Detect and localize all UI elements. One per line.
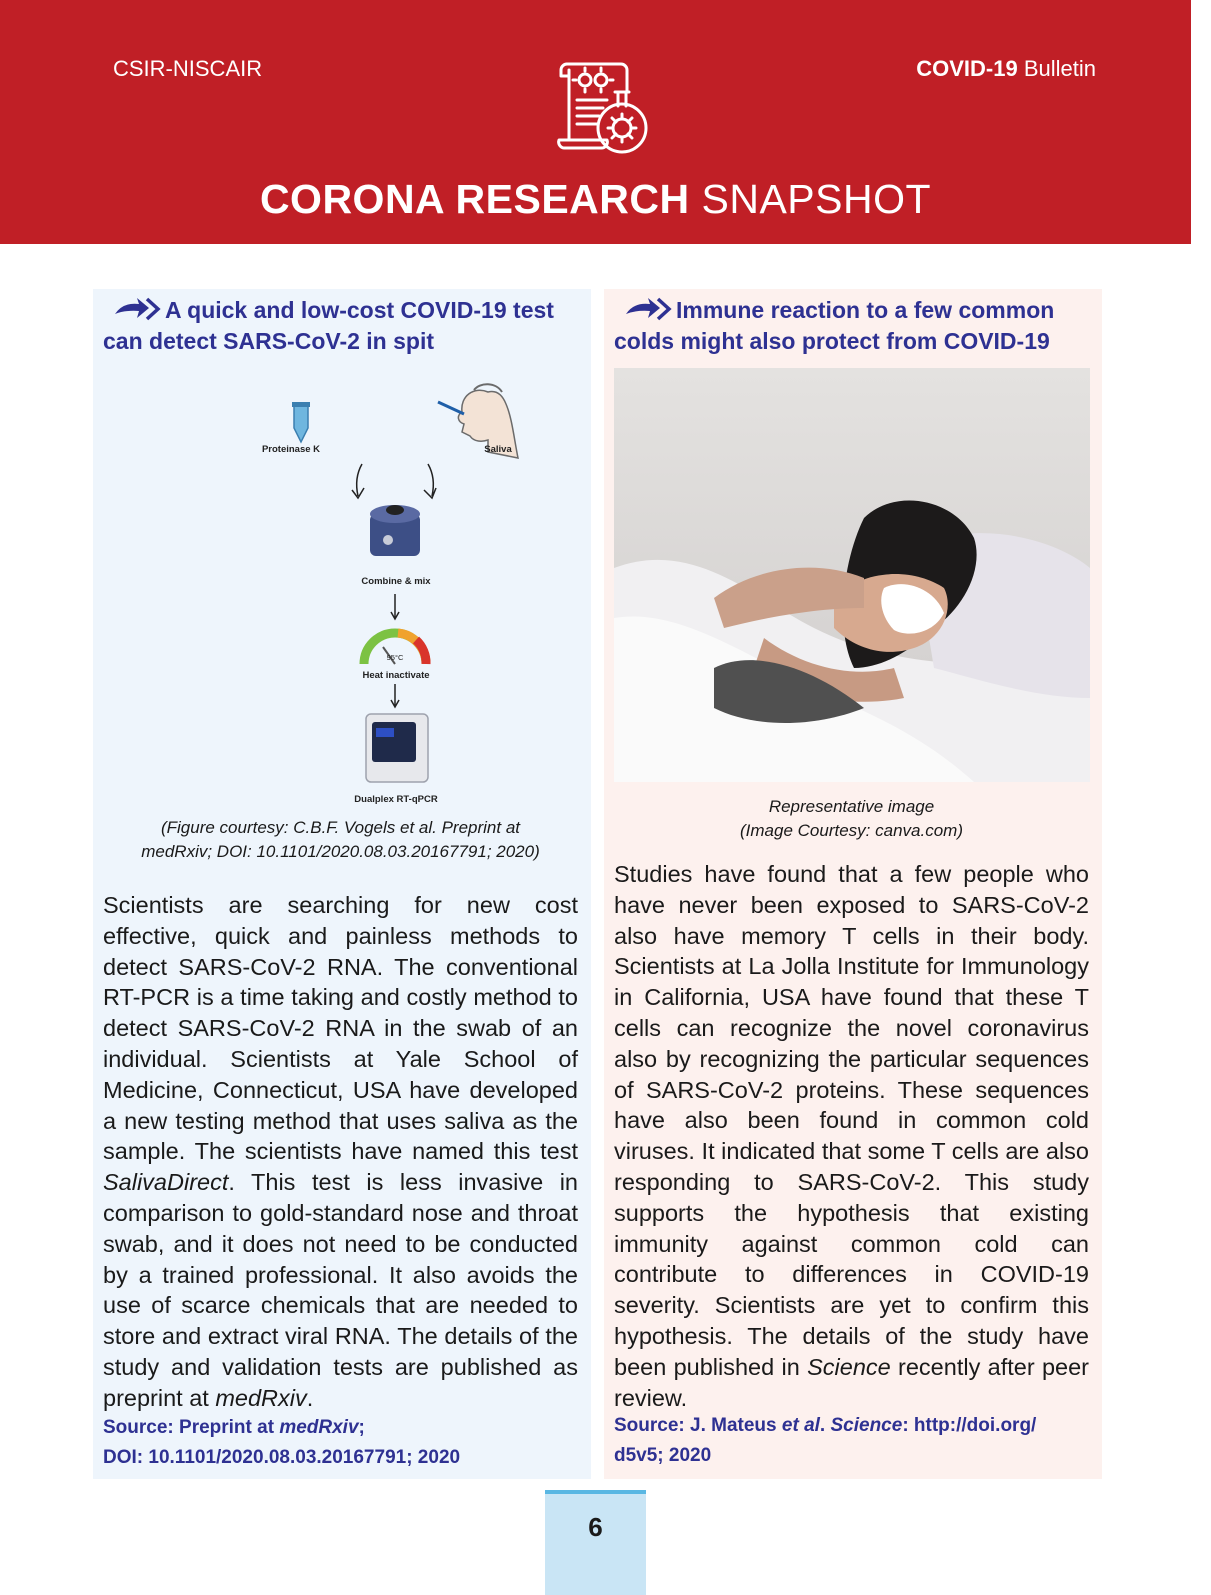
right-figure-caption xyxy=(614,795,1089,843)
right-source-etal: et al xyxy=(781,1415,820,1436)
left-body-italic-1: SalivaDirect xyxy=(103,1169,229,1196)
woman-sneezing-photo xyxy=(614,368,1090,782)
saliva-direct-workflow-figure xyxy=(238,372,548,812)
saliva-label: Saliva xyxy=(484,444,512,455)
left-caption-line-1: (Figure courtesy: C.B.F. Vogels et al. Preprint at xyxy=(160,818,521,837)
left-source-suffix: ; xyxy=(358,1417,365,1438)
page-header xyxy=(0,0,1191,244)
double-arrow-icon xyxy=(113,296,161,322)
left-body-part-1: Scientists are searching for new cost effective, quick and painless methods to detect SARS-CoV-2 RNA. The conventional RT-PCR is a time taking and costly method to detect SARS-CoV-2 RNA in the swab of an individual. Scientists at Yale School of Medicine, Connecticut, USA have developed a new testing method that uses saliva as the sample. The scientists have named this test xyxy=(103,892,578,1165)
left-source-prefix: Source: Preprint at xyxy=(103,1417,280,1438)
temperature-label: 95°C xyxy=(386,653,404,662)
right-source-journal: Science xyxy=(830,1415,903,1436)
page-title xyxy=(0,176,1191,223)
right-source-line-2: d5v5; 2020 xyxy=(614,1445,712,1466)
org-name: CSIR-NISCAIR xyxy=(113,56,263,81)
right-body-text xyxy=(614,859,1089,1413)
bulletin-label xyxy=(916,56,1096,82)
right-source-suffix: : http://doi.org/ xyxy=(902,1415,1037,1436)
left-figure-caption xyxy=(103,816,578,864)
right-caption-line-1: Representative image xyxy=(768,797,935,816)
heat-label: Heat inactivate xyxy=(362,670,430,681)
research-lab-icon xyxy=(555,58,655,158)
right-headline-text: Immune reaction to a few common colds might also protect from COVID-19 xyxy=(614,297,1055,354)
left-source xyxy=(103,1413,578,1473)
left-body-part-2: . This test is less invasive in comparison to gold-standard nose and throat swab, and it does not need to be conducted by a trained professional. It also avoids the use of scarce chemicals that are needed to store and extract viral RNA. The details of the study and validation tests are published as preprint at xyxy=(103,1169,578,1411)
left-source-doi: DOI: 10.1101/2020.08.03.20167791; 2020 xyxy=(103,1447,461,1468)
left-headline-text: A quick and low-cost COVID-19 test can detect SARS-CoV-2 in spit xyxy=(103,297,554,354)
double-arrow-icon xyxy=(624,296,672,322)
bulletin-bold: COVID-19 xyxy=(916,56,1018,81)
combine-label: Combine & mix xyxy=(361,576,431,587)
left-source-line-1 xyxy=(103,1413,578,1443)
left-article xyxy=(93,289,591,1479)
left-body-text xyxy=(103,890,578,1414)
title-rest: SNAPSHOT xyxy=(689,176,932,222)
left-source-italic: medRxiv xyxy=(279,1417,359,1438)
bulletin-rest: Bulletin xyxy=(1017,56,1096,81)
title-bold: CORONA RESEARCH xyxy=(259,176,690,222)
right-source xyxy=(614,1411,1089,1471)
right-source-prefix: Source: J. Mateus xyxy=(614,1415,782,1436)
proteinase-label: Proteinase K xyxy=(261,444,321,455)
left-caption-line-2: medRxiv; DOI: 10.1101/2020.08.03.20167791; 2020) xyxy=(141,842,540,861)
pcr-label: Dualplex RT-qPCR xyxy=(354,794,438,805)
right-body-italic: Science xyxy=(807,1353,891,1380)
left-body-italic-2: medRxiv xyxy=(215,1384,307,1411)
page-number: 6 xyxy=(545,1490,646,1595)
right-body-part-2: recently after peer review. xyxy=(614,1353,1089,1411)
left-body-part-3: . xyxy=(306,1384,314,1411)
right-source-line-1 xyxy=(614,1411,1089,1441)
right-source-dot: . xyxy=(819,1415,831,1436)
right-headline xyxy=(614,295,1089,357)
right-caption-line-2: (Image Courtesy: canva.com) xyxy=(740,821,963,840)
right-body-part-1: Studies have found that a few people who have never been exposed to SARS-CoV-2 also have memory T cells in their body. Scientists at La Jolla Institute for Immunology in California, USA have found that these T cells can recognize the novel coronavirus also by recognizing the particular sequences of SARS-CoV-2 proteins. These sequences have also been found in common cold viruses. It indicated that some T cells are also responding to SARS-CoV-2. This study supports the hypothesis that existing immunity against common cold can contribute to differences in COVID-19 severity. Scientists are yet to confirm this hypothesis. The details of the study have been published in xyxy=(614,861,1089,1380)
left-headline xyxy=(103,295,578,357)
